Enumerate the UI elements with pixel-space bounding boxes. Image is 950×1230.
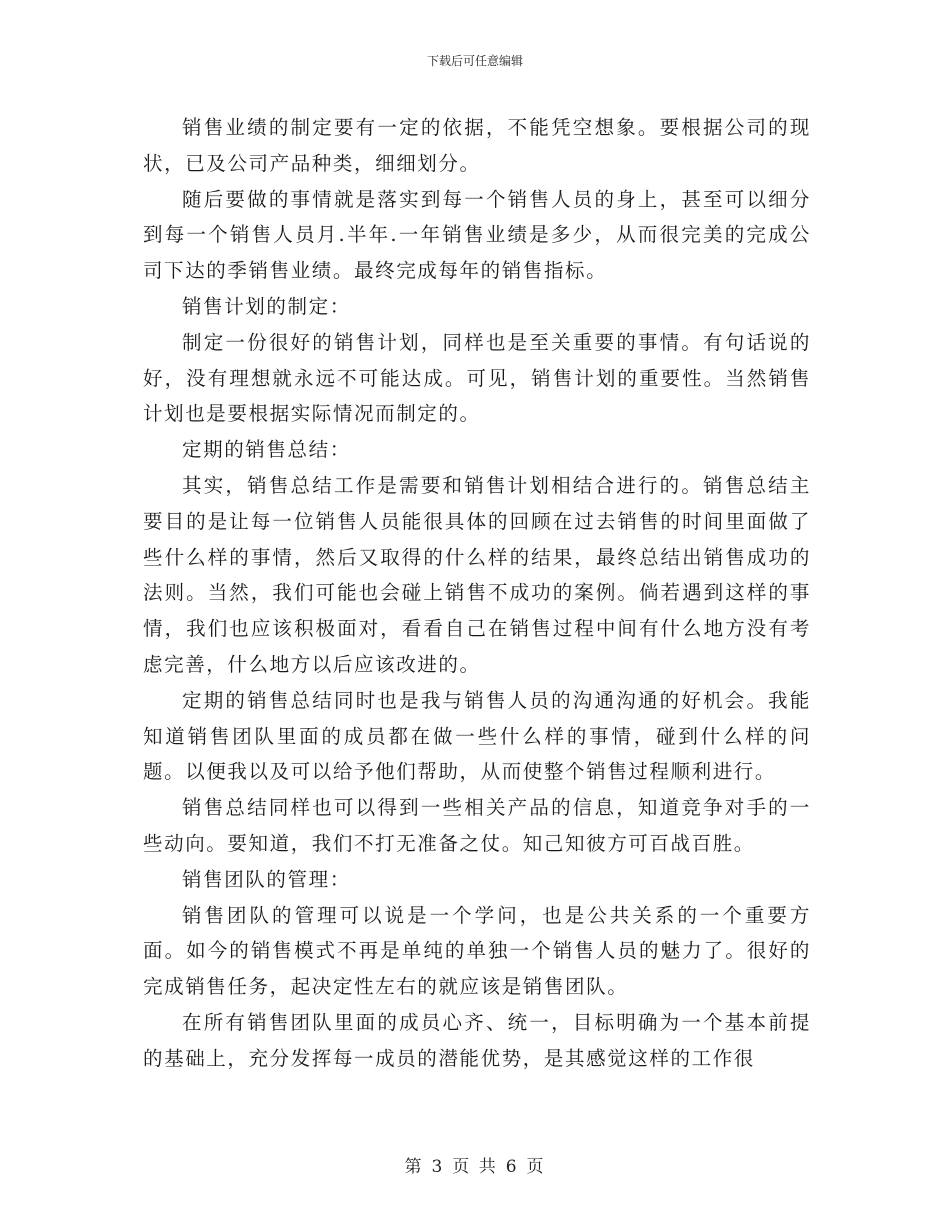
page-footer	[0, 1152, 950, 1177]
page-total: 6	[505, 1157, 519, 1177]
paragraph: 销售团队的管理可以说是一个学问，也是公共关系的一个重要方面。如今的销售模式不再是单纯的单独一个销售人员的魅力了。很好的完成销售任务，起决定性左右的就应该是销售团队。	[143, 903, 811, 999]
page-number: 3	[431, 1157, 445, 1177]
footer-suffix: 页	[526, 1157, 546, 1177]
section-heading: 定期的销售总结：	[182, 438, 351, 462]
paragraph: 其实，销售总结工作是需要和销售计划相结合进行的。销售总结主要目的是让每一位销售人员能很具体的回顾在过去销售的时间里面做了些什么样的事情，然后又取得的什么样的结果，最终总结出销售成功的法则。当然，我们可能也会碰上销售不成功的案例。倘若遇到这样的事情，我们也应该积极面对，看看自己在销售过程中间有什么地方没有考虑完善，什么地方以后应该改进的。	[143, 473, 811, 676]
paragraph: 销售业绩的制定要有一定的依据，不能凭空想象。要根据公司的现状，已及公司产品种类，细细划分。	[143, 116, 811, 175]
document-body	[143, 110, 811, 1077]
paragraph: 定期的销售总结同时也是我与销售人员的沟通沟通的好机会。我能知道销售团队里面的成员都在做一些什么样的事情，碰到什么样的问题。以便我以及可以给予他们帮助，从而使整个销售过程顺利进行。	[143, 688, 811, 784]
footer-prefix: 第	[404, 1157, 424, 1177]
footer-mid: 页 共	[452, 1157, 498, 1177]
page-header: 下载后可任意编辑	[426, 54, 523, 68]
paragraph: 销售总结同样也可以得到一些相关产品的信息，知道竞争对手的一些动向。要知道，我们不打无准备之仗。知己知彼方可百战百胜。	[143, 796, 811, 855]
section-heading: 销售计划的制定：	[182, 294, 351, 318]
section-heading: 销售团队的管理：	[182, 867, 351, 891]
paragraph: 随后要做的事情就是落实到每一个销售人员的身上，甚至可以细分到每一个销售人员月.半年.一年销售业绩是多少，从而很完美的完成公司下达的季销售业绩。最终完成每年的销售指标。	[143, 187, 811, 283]
paragraph: 制定一份很好的销售计划，同样也是至关重要的事情。有句话说的好，没有理想就永远不可能达成。可见，销售计划的重要性。当然销售计划也是要根据实际情况而制定的。	[143, 330, 811, 426]
paragraph: 在所有销售团队里面的成员心齐、统一，目标明确为一个基本前提的基础上，充分发挥每一成员的潜能优势，是其感觉这样的工作很	[143, 1010, 811, 1070]
